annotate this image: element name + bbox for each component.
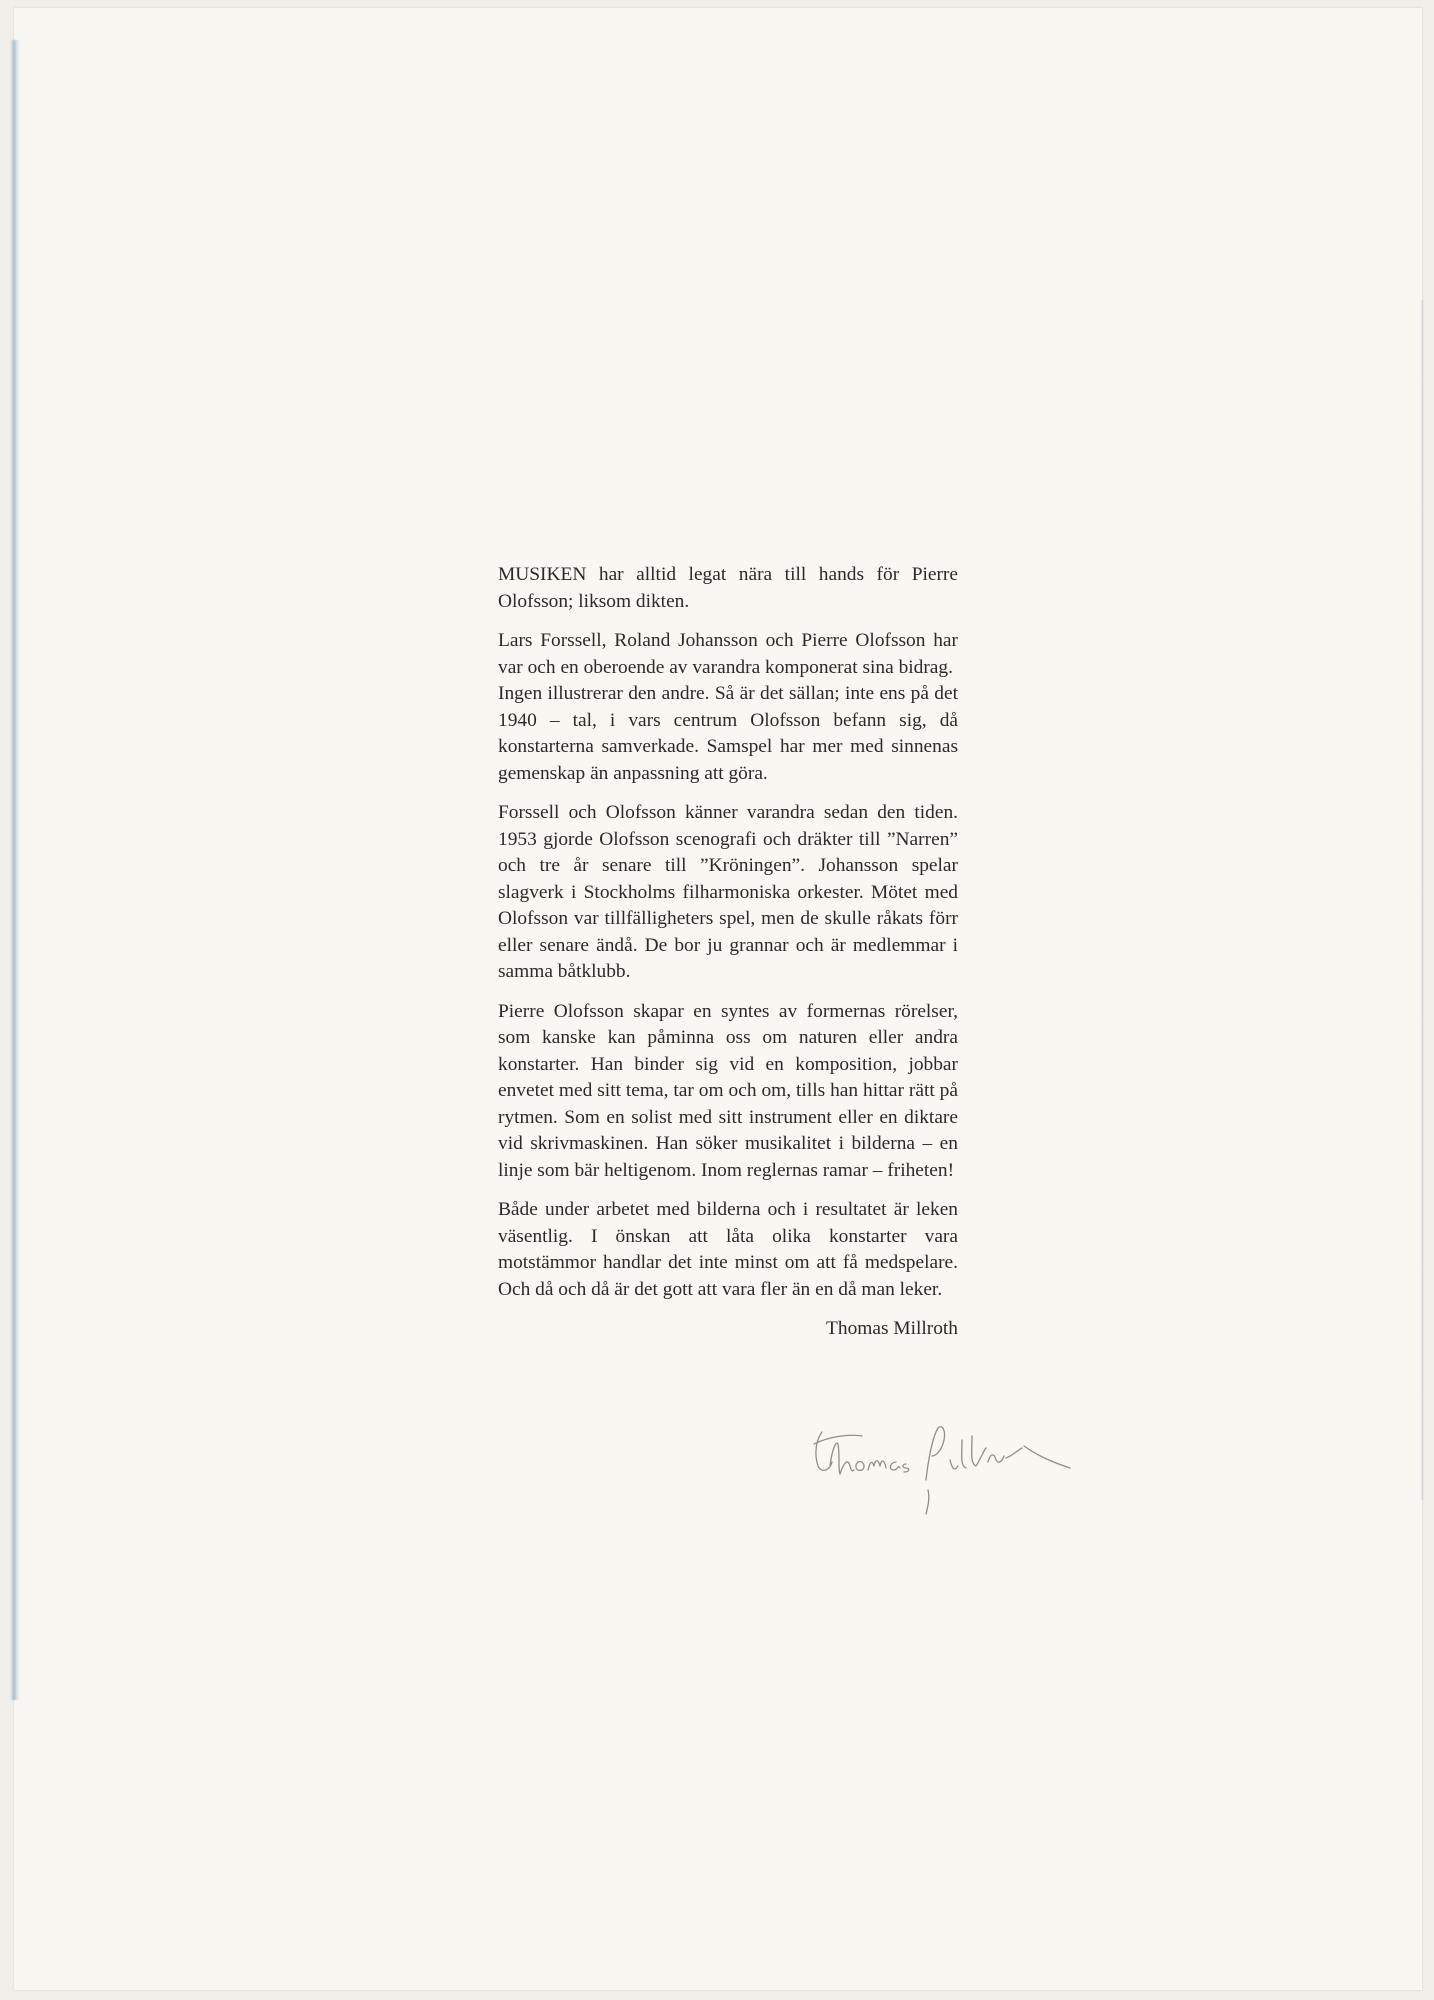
essay-text <box>498 562 958 1356</box>
author-name: Thomas Millroth <box>826 1318 958 1339</box>
deckle-edge-left <box>10 40 20 1700</box>
deckle-edge-right <box>1420 300 1424 1500</box>
paragraph-3: Ingen illustrerar den andre. Så är det sällan; inte ens på det 1940 – tal, i vars centrum Olofsson befann sig, då konstarterna samverkade. Samspel har mer med sinnenas gemenskap än anpassning att göra. <box>498 683 958 784</box>
paragraph-1: MUSIKEN har alltid legat nära till hands för Pierre Olofsson; liksom dikten. <box>498 564 958 612</box>
paragraph-5: Pierre Olofsson skapar en syntes av formernas rörelser, som kanske kan påminna oss om naturen eller andra konstarter. Han binder sig vid en komposition, jobbar envetet med sitt tema, tar om och om, tills han hittar rätt på rytmen. Som en solist med sitt instrument eller en diktare vid skrivmaskinen. Han söker musikalitet i bilderna – en linje som bär heltigenom. Inom reglernas ramar – friheten! <box>498 1000 958 1181</box>
paragraph-4: Forssell och Olofsson känner varandra sedan den tiden. 1953 gjorde Olofsson scenografi och dräkter till ”Narren” och tre år senare till ”Kröningen”. Johansson spelar slagverk i Stockholms filharmoniska orkester. Mötet med Olofsson var tillfälligheters spel, men de skulle råkats förr eller senare ändå. De bor ju grannar och är medlemmar i samma båtklubb. <box>498 802 958 982</box>
handwritten-signature <box>800 1410 1090 1520</box>
paragraph-6: Både under arbetet med bilderna och i resultatet är leken väsentlig. I önskan att låta olika konstarter vara motstämmor handlar det inte minst om att få medspelare. Och då och då är det gott att vara fler än en då man leker. <box>498 1199 958 1300</box>
paragraph-2: Lars Forssell, Roland Johansson och Pierre Olofsson har var och en oberoende av varandra komponerat sina bidrag. <box>498 630 958 678</box>
